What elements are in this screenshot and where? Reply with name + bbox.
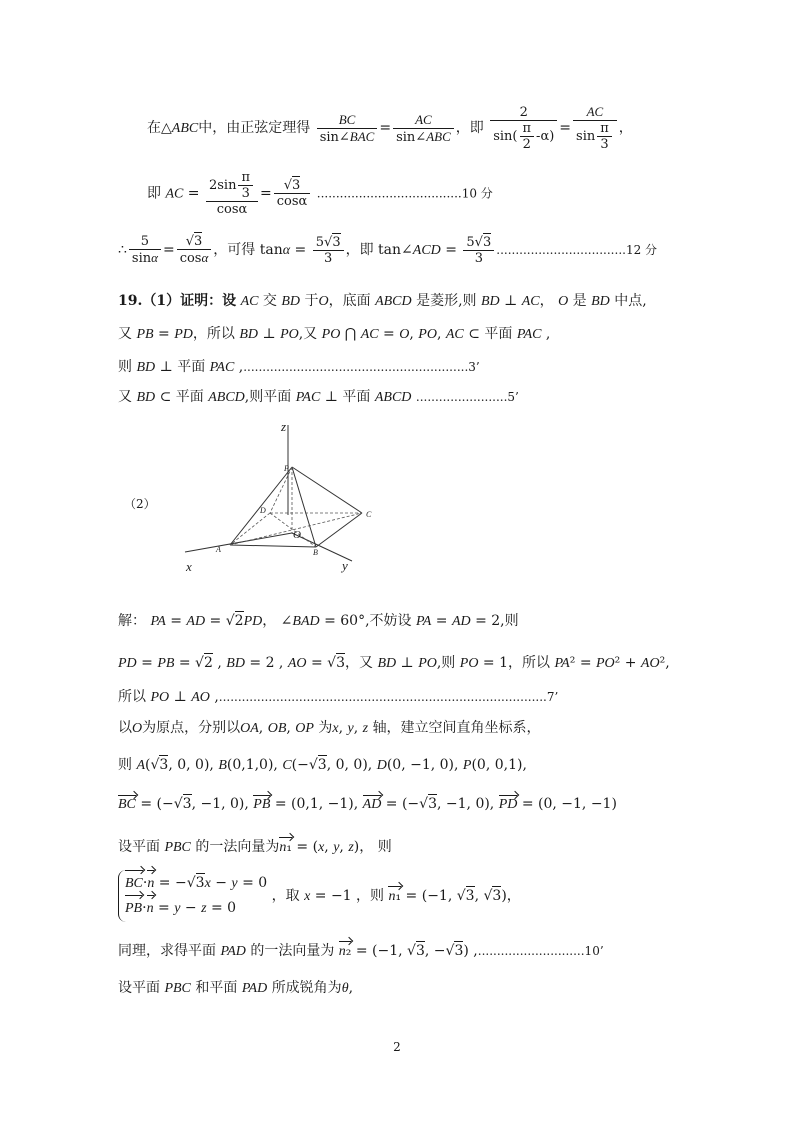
- x-axis: [185, 533, 292, 552]
- sol-line-10: 设平面 PBC 和平面 PAD 所成锐角为θ,: [118, 980, 354, 996]
- label-a: A: [216, 545, 221, 554]
- q19-line-4: 又 BD ⊂ 平面 ABCD,则平面 PAC ⊥ 平面 ABCD ........................5’: [118, 389, 519, 405]
- sol-line-8: BC·n = −√3x − y = 0 PB·n = y − z = 0 ，取 x = −1 ，则 n₁ = (−1, √3, √3)，: [118, 870, 521, 922]
- sol-line-5: 则 A(√3, 0, 0), B(0,1,0), C(−√3, 0, 0), D(0, −1, 0), P(0, 0,1),: [118, 757, 527, 773]
- line-3: ∴ $\frac{5}{\sin\alpha}$ = $\frac{√3}{\cos\alpha}$ ，可得 tanα = $\frac{5√3}{3}$ ，即 tan∠ACD = $\frac{5√3}{3}$ ..................................12 分: [118, 234, 658, 266]
- label-o: O: [293, 529, 301, 541]
- label-d: D: [260, 506, 266, 515]
- page-number: 2: [393, 1040, 401, 1054]
- sol-line-6: BC = (−√3, −1, 0), PB = (0,1, −1), AD = (−√3, −1, 0), PD = (0, −1, −1): [118, 796, 617, 812]
- sol-line-1: 解： PA = AD = √2PD， ∠BAD = 60°,不妨设 PA = AD = 2,则: [118, 613, 519, 629]
- label-b: B: [313, 548, 318, 557]
- label-y: y: [342, 558, 348, 573]
- sol-line-7: 设平面 PBC 的一法向量为n₁ = (x, y, z)， 则: [118, 839, 392, 855]
- sol-line-4: 以O为原点，分别以OA, OB, OP 为x, y, z 轴，建立空间直角坐标系，: [118, 720, 541, 736]
- sol-line-2: PD = PB = √2 , BD = 2 , AO = √3，又 BD ⊥ PO,则 PO = 1，所以 PA² = PO² + AO²,: [118, 655, 670, 671]
- q19-line-1: 19.（1）证明：设 AC 交 BD 于O，底面 ABCD 是菱形,则 BD ⊥ AC， O 是 BD 中点,: [118, 293, 647, 309]
- q19-line-3: 则 BD ⊥ 平面 PAC ,...........................................................3’: [118, 359, 480, 375]
- line-1: 在△ABC中，由正弦定理得 $\frac{BC}{\text{sin∠BAC}}$ = $\frac{AC}{\text{sin∠ABC}}$ ，即 2 sin( $\frac{\pi}{2}$ -α) = AC sin $\frac{\pi}{3}$ ，: [147, 104, 633, 152]
- label-x: x: [186, 559, 192, 574]
- sol-line-9: 同理，求得平面 PAD 的一法向量为 n₂ = (−1, √3, −√3) ,............................10’: [118, 943, 604, 959]
- line-2: 即 AC = 2sin $\frac{\pi}{3}$ cosα = $\frac{√3}{\cos\alpha}$ ......................................10 分: [147, 170, 493, 217]
- label-p: P: [284, 464, 289, 473]
- sol-line-3: 所以 PO ⊥ AO ,......................................................................................7’: [118, 689, 559, 705]
- q19-line-2: 又 PB = PD，所以 BD ⊥ PO,又 PO ⋂ AC = O, PO, AC ⊂ 平面 PAC ,: [118, 326, 551, 342]
- pyramid-figure: [180, 415, 380, 575]
- part-2-label: （2）: [124, 497, 156, 511]
- label-z: z: [281, 419, 287, 434]
- label-c: C: [366, 510, 372, 519]
